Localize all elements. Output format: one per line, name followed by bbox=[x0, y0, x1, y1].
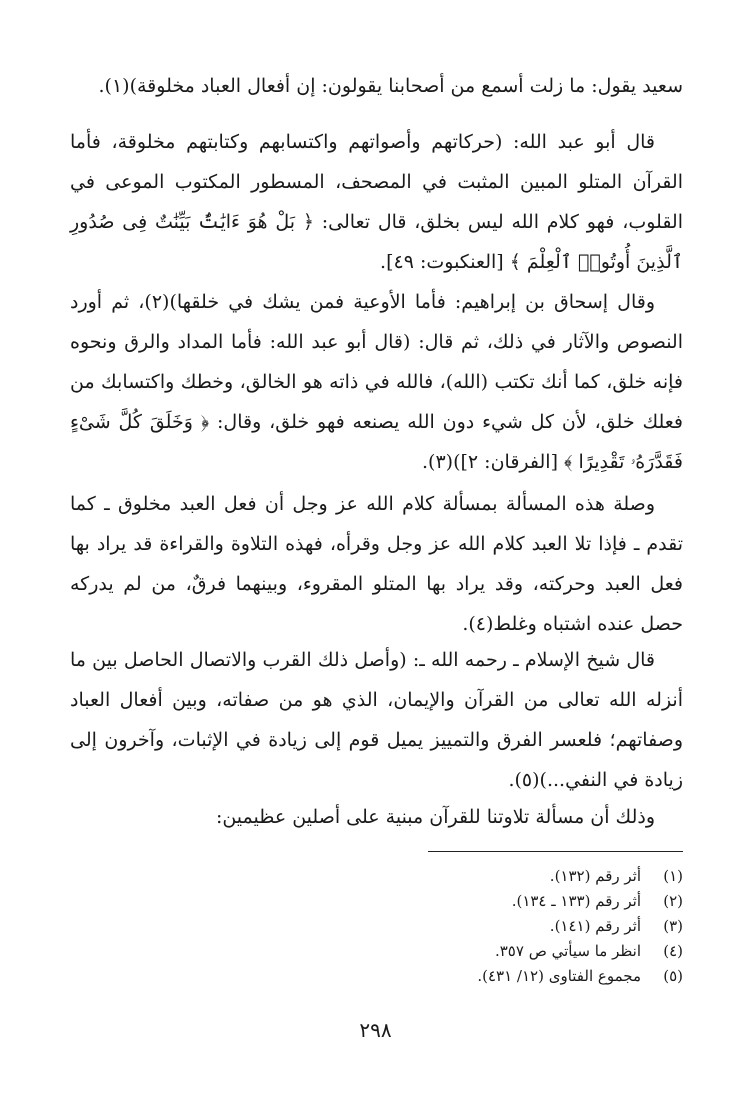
paragraph-1-text: قال أبو عبد الله: (حركاتهم وأصواتهم واكتسابهم وكتابتهم مخلوقة، فأما القرآن المتلو المبين المثبت في المصحف، المسطور المكتوب الموعى في القلوب، فهو كلام الله ليس بخلق، قال تعالى: ﴿ بَلْ هُوَ ءَايَٰتٌۢ بَيِّنَٰتٌ فِى صُدُورِ ٱلَّذِينَ أُوتُوا۟ ٱلْعِلْمَ ﴾ [العنكبوت: ٤٩]. bbox=[70, 131, 683, 273]
footnote-5 bbox=[200, 964, 683, 989]
paragraph-2-text: وقال إسحاق بن إبراهيم: فأما الأوعية فمن يشك في خلقها)(٢)، ثم أورد النصوص والآثار في ذلك، ثم قال: (قال أبو عبد الله: فأما المداد والرق ونحوه فإنه خلق، كما أنك تكتب (الله)، فالله في ذاته هو الخالق، وخطك واكتسابك من فعلك خلق، لأن كل شيء دون الله يصنعه فهو خلق، وقال: ﴿ وَخَلَقَ كُلَّ شَىْءٍ فَقَدَّرَهُۥ تَقْدِيرًا ﴾ [الفرقان: ٢])(٣). bbox=[70, 291, 683, 473]
footnote-text: مجموع الفتاوى (١٢/ ٤٣١). bbox=[477, 967, 641, 985]
footnote-4 bbox=[200, 939, 683, 964]
footnotes bbox=[200, 864, 683, 989]
footnote-text: أثر رقم (١٣٣ ـ ١٣٤). bbox=[511, 892, 641, 910]
opening-text: سعيد يقول: ما زلت أسمع من أصحابنا يقولون: إن أفعال العباد مخلوقة)(١). bbox=[98, 75, 683, 97]
paragraph-5-text: وذلك أن مسألة تلاوتنا للقرآن مبنية على أصلين عظيمين: bbox=[215, 806, 655, 828]
footnote-number: (٣) bbox=[663, 917, 683, 935]
footnote-2 bbox=[200, 889, 683, 914]
paragraph-1 bbox=[70, 122, 683, 282]
paragraph-4 bbox=[70, 640, 683, 800]
footnote-text: انظر ما سيأتي ص ٣٥٧. bbox=[494, 942, 641, 960]
footnote-3 bbox=[200, 914, 683, 939]
paragraph-4-text: قال شيخ الإسلام ـ رحمه الله ـ: (وأصل ذلك القرب والاتصال الحاصل بين ما أنزله الله تعالى من القرآن والإيمان، الذي هو من صفاته، وبين أفعال العباد وصفاتهم؛ فلعسر الفرق والتمييز يميل قوم إلى زيادة في الإثبات، وآخرون إلى زيادة في النفي...)(٥). bbox=[70, 649, 683, 791]
footnote-number: (٤) bbox=[663, 942, 683, 960]
paragraph-3-text: وصلة هذه المسألة بمسألة كلام الله عز وجل أن فعل العبد مخلوق ـ كما تقدم ـ فإذا تلا العبد كلام الله عز وجل وقرأه، فهذه التلاوة والقراءة قد يراد بها فعل العبد وحركته، وقد يراد بها المتلو المقروء، وبينهما فرقٌ، من لم يدركه حصل عنده اشتباه وغلط(٤). bbox=[70, 493, 683, 635]
footnote-text: أثر رقم (١٣٢). bbox=[549, 867, 641, 885]
paragraph-5 bbox=[70, 797, 683, 837]
paragraph-2 bbox=[70, 282, 683, 482]
opening-line bbox=[70, 66, 683, 106]
page-number: ٢٩٨ bbox=[359, 1018, 392, 1042]
footnote-1 bbox=[200, 864, 683, 889]
footnote-text: أثر رقم (١٤١). bbox=[549, 917, 641, 935]
footnote-number: (٥) bbox=[663, 967, 683, 985]
footnote-number: (١) bbox=[663, 867, 683, 885]
paragraph-3 bbox=[70, 484, 683, 644]
footnote-separator bbox=[428, 851, 683, 852]
footnote-number: (٢) bbox=[663, 892, 683, 910]
